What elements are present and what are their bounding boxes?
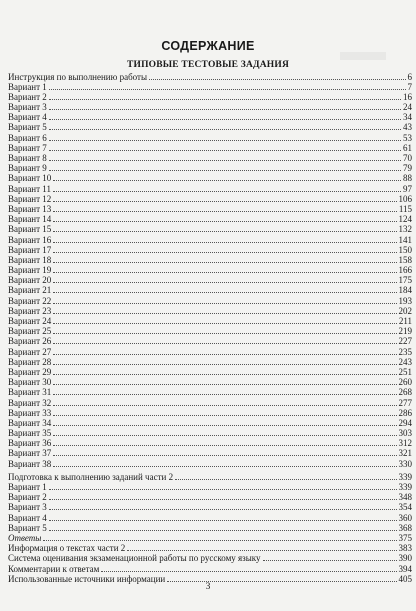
dot-leader	[49, 513, 397, 521]
toc-row	[8, 398, 412, 408]
toc-entry-label: Вариант 2	[8, 91, 47, 102]
dot-leader	[49, 163, 401, 171]
toc-entry-label: Вариант 4	[8, 512, 47, 523]
dot-leader	[53, 316, 397, 324]
dot-leader	[53, 173, 401, 181]
toc-row	[8, 235, 412, 245]
toc-row	[8, 112, 412, 122]
toc-entry-page: 294	[398, 417, 412, 428]
toc-entry-page: 24	[403, 102, 412, 113]
dot-leader	[53, 459, 396, 467]
toc-entry-page: 368	[398, 522, 412, 533]
toc-row	[8, 418, 412, 428]
toc-row	[8, 122, 412, 132]
toc-entry-label: Инструкция по выполнению работы	[8, 71, 148, 82]
toc-entry-label: Система оценивания экзаменационной работы по русскому языку	[8, 553, 261, 564]
toc-entry-label: Вариант 3	[8, 502, 47, 513]
toc-entry-page: 106	[398, 193, 412, 204]
toc-row	[8, 214, 412, 224]
dot-leader	[49, 133, 401, 141]
toc-row	[8, 428, 412, 438]
toc-entry-label: Вариант 38	[8, 458, 52, 469]
toc-entry-page: 251	[398, 366, 412, 377]
toc-entry-label: Вариант 36	[8, 438, 52, 449]
toc-row	[8, 224, 412, 234]
toc-entry-label: Подготовка к выполнению заданий части 2	[8, 471, 174, 482]
toc-entry-label: Вариант 8	[8, 153, 47, 163]
toc-entry-label: Вариант 13	[8, 203, 52, 214]
toc-entry-label: Вариант 17	[8, 244, 52, 255]
toc-entry-page: 158	[398, 254, 412, 265]
toc-entry-page: 202	[398, 305, 412, 316]
dot-leader	[53, 285, 396, 293]
toc-entry-page: 321	[398, 448, 412, 459]
dot-leader	[53, 224, 396, 232]
toc-entry-page: 6	[407, 71, 412, 82]
toc-entry-label: Вариант 10	[8, 173, 52, 184]
toc-entry-label: Комментарии к ответам	[8, 563, 100, 574]
dot-leader	[149, 72, 405, 80]
dot-leader	[53, 326, 396, 334]
toc-row	[8, 377, 412, 387]
toc-entry-page: 141	[398, 234, 412, 245]
toc-row	[8, 387, 412, 397]
toc-row	[8, 502, 412, 512]
toc-entry-label: Использованные источники информации	[8, 573, 166, 584]
toc-entry-label: Вариант 5	[8, 522, 47, 533]
toc-entry-label: Вариант 11	[8, 183, 51, 194]
toc-entry-page: 166	[398, 265, 412, 276]
toc-entry-page: 61	[403, 142, 412, 153]
dot-leader	[53, 255, 396, 263]
toc-entry-page: 34	[403, 112, 412, 123]
toc-entry-page: 360	[398, 512, 412, 523]
dot-leader	[53, 448, 396, 456]
toc-entry-page: 286	[398, 407, 412, 418]
toc-entry-label: Вариант 31	[8, 387, 52, 398]
dot-leader	[127, 543, 396, 551]
dot-leader	[53, 214, 396, 222]
toc-entry-label: Вариант 3	[8, 102, 47, 113]
toc-entry-label: Вариант 4	[8, 112, 47, 123]
dot-leader	[53, 438, 396, 446]
dot-leader	[53, 387, 396, 395]
toc-entry-page: 88	[403, 173, 412, 184]
toc-entry-page: 97	[403, 183, 412, 194]
toc-entry-label: Вариант 20	[8, 275, 52, 286]
toc-entry-label: Вариант 23	[8, 305, 52, 316]
toc-entry-label: Вариант 12	[8, 193, 52, 204]
dot-leader	[53, 347, 396, 355]
page-number: 3	[205, 582, 211, 592]
toc-section-part2	[8, 472, 412, 584]
toc-entry-label: Вариант 26	[8, 336, 52, 347]
toc-row	[8, 438, 412, 448]
dot-leader	[53, 296, 396, 304]
toc-entry-label: Вариант 28	[8, 356, 52, 367]
toc-row	[8, 285, 412, 295]
toc-entry-page: 383	[398, 543, 412, 554]
toc-row	[8, 296, 412, 306]
toc-row	[8, 102, 412, 112]
toc-entry-label: Вариант 37	[8, 448, 52, 459]
toc-entry-label: Вариант 5	[8, 122, 47, 133]
toc-row	[8, 194, 412, 204]
toc-entry-page: 312	[398, 438, 412, 449]
toc-entry-page: 375	[398, 532, 412, 543]
toc-entry-page: 70	[403, 153, 412, 163]
dot-leader	[53, 275, 396, 283]
dot-leader	[49, 153, 401, 161]
toc-entry-page: 303	[398, 428, 412, 439]
toc-row	[8, 82, 412, 92]
toc-row	[8, 564, 412, 574]
dot-leader	[53, 367, 396, 375]
dot-leader	[53, 204, 397, 212]
toc-entry-label: Вариант 6	[8, 132, 47, 143]
toc-row	[8, 306, 412, 316]
toc-row	[8, 408, 412, 418]
toc-row	[8, 163, 412, 173]
toc-entry-label: Вариант 16	[8, 234, 52, 245]
toc-row	[8, 367, 412, 377]
toc-entry-page: 394	[398, 563, 412, 574]
toc-entry-label: Вариант 22	[8, 295, 52, 306]
toc-row	[8, 275, 412, 285]
toc-entry-label: Вариант 7	[8, 142, 47, 153]
toc-row	[8, 173, 412, 183]
toc-row	[8, 459, 412, 469]
toc-entry-page: 330	[398, 458, 412, 469]
dot-leader	[49, 482, 397, 490]
toc-entry-page: 53	[403, 132, 412, 143]
toc-entry-page: 43	[403, 122, 412, 133]
toc-row	[8, 204, 412, 214]
toc-entry-page: 184	[398, 285, 412, 296]
toc-entry-label: Ответы	[8, 532, 42, 543]
toc-entry-label: Вариант 2	[8, 492, 47, 503]
toc-entry-page: 115	[398, 203, 412, 214]
toc-entry-label: Информация о текстах части 2	[8, 543, 126, 554]
dot-leader	[175, 472, 396, 480]
toc-entry-label: Вариант 1	[8, 482, 47, 492]
dot-leader	[49, 143, 401, 151]
dot-leader	[53, 194, 396, 202]
toc-entry-page: 7	[407, 81, 412, 92]
toc-entry-page: 339	[398, 471, 412, 482]
dot-leader	[101, 564, 396, 572]
toc-entry-label: Вариант 24	[8, 316, 52, 326]
toc-entry-label: Вариант 9	[8, 163, 47, 174]
toc-row	[8, 265, 412, 275]
dot-leader	[53, 408, 396, 416]
dot-leader	[43, 533, 396, 541]
dot-leader	[49, 122, 401, 130]
dot-leader	[49, 102, 401, 110]
toc-entry-label: Вариант 33	[8, 407, 52, 418]
toc-entry-label: Вариант 1	[8, 81, 47, 92]
toc-row	[8, 347, 412, 357]
toc-entry-page: 150	[398, 244, 412, 255]
toc-section-tests	[8, 72, 412, 469]
toc-row	[8, 326, 412, 336]
toc-row	[8, 245, 412, 255]
toc-entry-label: Вариант 30	[8, 377, 52, 388]
toc-row	[8, 523, 412, 533]
dot-leader	[49, 92, 401, 100]
toc-row	[8, 533, 412, 543]
dot-leader	[53, 306, 396, 314]
dot-leader	[49, 523, 397, 531]
toc-entry-page: 235	[398, 346, 412, 357]
toc-entry-page: 243	[398, 356, 412, 367]
toc-row	[8, 492, 412, 502]
toc-row	[8, 553, 412, 563]
toc-entry-page: 219	[398, 326, 412, 337]
toc-row	[8, 153, 412, 163]
toc-row	[8, 92, 412, 102]
dot-leader	[53, 336, 396, 344]
toc-entry-page: 124	[398, 214, 412, 225]
dot-leader	[49, 492, 397, 500]
dot-leader	[49, 112, 401, 120]
toc-entry-page: 260	[398, 377, 412, 388]
toc-row	[8, 133, 412, 143]
dot-leader	[53, 245, 396, 253]
dot-leader	[263, 553, 397, 561]
toc-entry-page: 132	[398, 224, 412, 235]
toc-entry-page: 175	[398, 275, 412, 286]
toc-row	[8, 357, 412, 367]
toc-entry-label: Вариант 14	[8, 214, 52, 225]
toc-entry-label: Вариант 25	[8, 326, 52, 337]
toc-row	[8, 482, 412, 492]
toc-entry-page: 277	[398, 397, 412, 408]
toc-row	[8, 184, 412, 194]
toc-entry-page: 268	[398, 387, 412, 398]
toc-entry-label: Вариант 35	[8, 428, 52, 439]
toc-entry-label: Вариант 18	[8, 254, 52, 265]
toc-row	[8, 316, 412, 326]
dot-leader	[49, 82, 406, 90]
toc-entry-page: 16	[403, 91, 412, 102]
toc-row	[8, 448, 412, 458]
toc-entry-label: Вариант 21	[8, 285, 52, 296]
toc-row	[8, 336, 412, 346]
dot-leader	[167, 574, 396, 582]
toc-entry-page: 348	[398, 492, 412, 503]
toc-row	[8, 72, 412, 82]
dot-leader	[53, 184, 401, 192]
toc-entry-page: 211	[398, 316, 412, 326]
toc-entry-page: 354	[398, 502, 412, 513]
toc-entry-page: 79	[403, 163, 412, 174]
scan-artifact	[340, 52, 386, 60]
dot-leader	[49, 502, 397, 510]
toc-entry-page: 227	[398, 336, 412, 347]
dot-leader	[53, 357, 396, 365]
toc-entry-label: Вариант 19	[8, 265, 52, 276]
section-subtitle: ТИПОВЫЕ ТЕСТОВЫЕ ЗАДАНИЯ	[126, 60, 290, 70]
toc-entry-page: 405	[398, 573, 412, 584]
dot-leader	[53, 377, 396, 385]
toc-entry-label: Вариант 27	[8, 346, 52, 357]
toc-entry-page: 193	[398, 295, 412, 306]
toc-entry-page: 339	[398, 482, 412, 492]
dot-leader	[53, 235, 396, 243]
toc-entry-label: Вариант 32	[8, 397, 52, 408]
toc-row	[8, 543, 412, 553]
dot-leader	[53, 265, 396, 273]
dot-leader	[53, 398, 396, 406]
toc-row	[8, 143, 412, 153]
toc-row	[8, 255, 412, 265]
toc-row	[8, 472, 412, 482]
toc-entry-label: Вариант 15	[8, 224, 52, 235]
dot-leader	[53, 428, 396, 436]
toc-entry-page: 390	[398, 553, 412, 564]
page-title: СОДЕРЖАНИЕ	[161, 39, 255, 53]
toc-row	[8, 513, 412, 523]
table-of-contents	[8, 72, 412, 584]
toc-entry-label: Вариант 34	[8, 417, 52, 428]
toc-entry-label: Вариант 29	[8, 366, 52, 377]
dot-leader	[53, 418, 396, 426]
